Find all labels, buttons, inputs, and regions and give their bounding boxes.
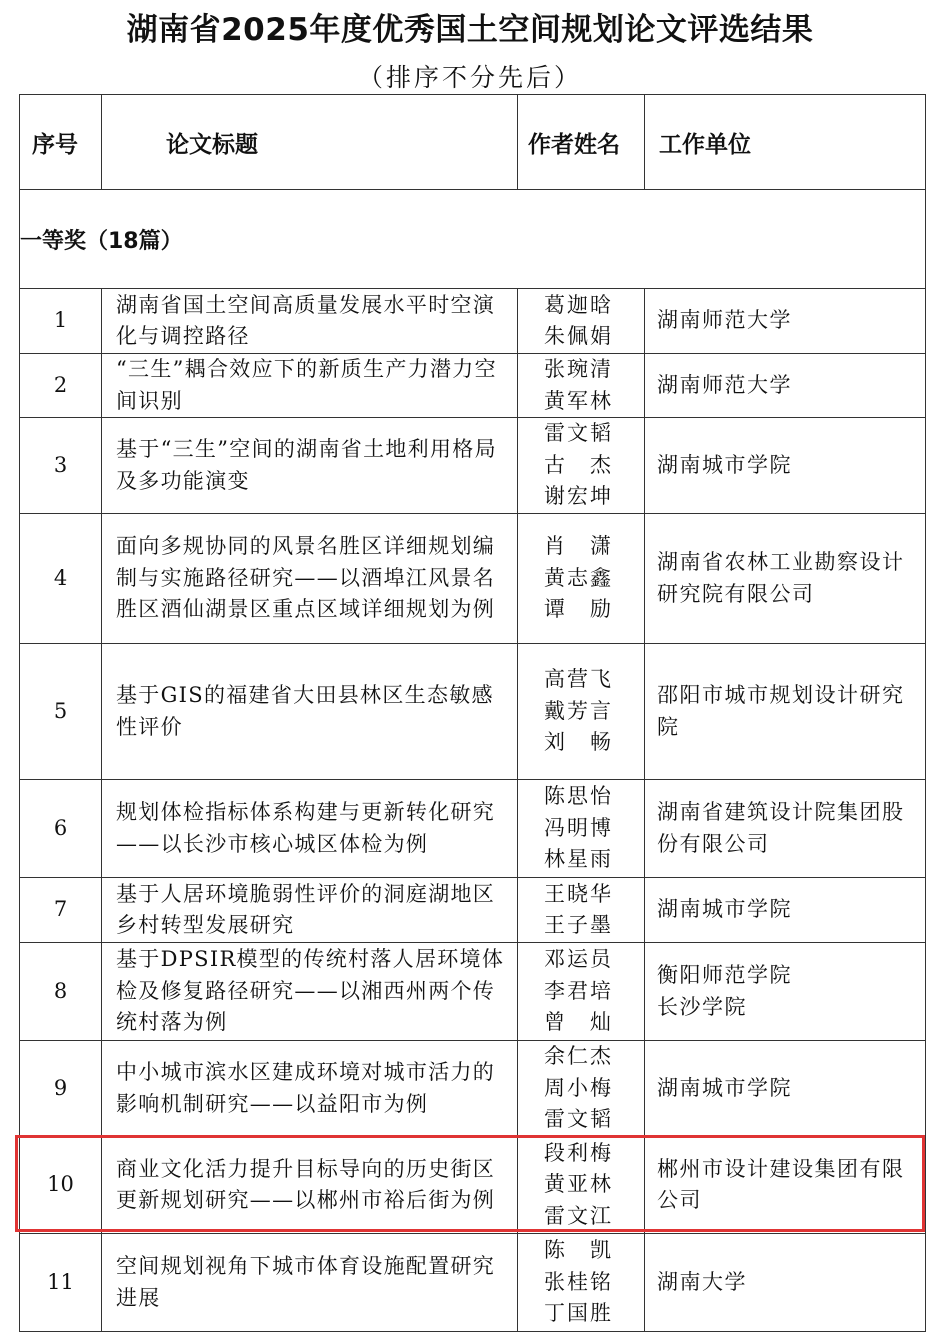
table-header-row (20, 95, 926, 190)
table-row (20, 1234, 926, 1332)
paper-title: 基于GIS的福建省大田县林区生态敏感性评价 (102, 644, 518, 780)
author-name: 段利梅 (544, 1140, 613, 1165)
table-row (20, 943, 926, 1041)
row-number: 6 (20, 780, 102, 878)
row-number: 11 (20, 1234, 102, 1332)
author-name: 葛迦晗 (544, 292, 613, 317)
author-name: 李君培 (544, 978, 613, 1003)
header-title: 论文标题 (102, 95, 518, 190)
row-number: 9 (20, 1041, 102, 1137)
author-name: 谢宏坤 (544, 484, 613, 509)
author-name: 张琬清 (544, 357, 613, 381)
author-name: 邓运员 (544, 947, 613, 972)
results-table (19, 94, 926, 1332)
paper-title: 中小城市滨水区建成环境对城市活力的影响机制研究——以益阳市为例 (102, 1041, 518, 1137)
paper-title: 面向多规协同的风景名胜区详细规划编制与实施路径研究——以酒埠江风景名胜区酒仙湖景区重点区域详细规划为例 (102, 514, 518, 644)
table-row (20, 780, 926, 878)
author-name: 朱佩娟 (544, 324, 613, 348)
table-row (20, 289, 926, 354)
author-names (518, 354, 645, 418)
row-number: 3 (20, 418, 102, 514)
work-unit: 湖南城市学院 (645, 878, 926, 943)
author-name: 林星雨 (544, 847, 613, 872)
work-unit: 湖南省建筑设计院集团股份有限公司 (645, 780, 926, 878)
row-number: 4 (20, 514, 102, 644)
author-name: 丁国胜 (544, 1301, 613, 1326)
row-number: 7 (20, 878, 102, 943)
paper-title: 基于“三生”空间的湖南省土地利用格局及多功能演变 (102, 418, 518, 514)
author-name: 黄志鑫 (544, 565, 613, 590)
section-label: 一等奖（18篇） (20, 190, 926, 289)
page-subtitle: （排序不分先后） (357, 63, 582, 92)
author-names (518, 780, 645, 878)
page-title: 湖南省2025年度优秀国土空间规划论文评选结果 (126, 12, 814, 48)
paper-title: 空间规划视角下城市体育设施配置研究进展 (102, 1234, 518, 1332)
work-unit: 湖南师范大学 (645, 354, 926, 418)
paper-title: 规划体检指标体系构建与更新转化研究——以长沙市核心城区体检为例 (102, 780, 518, 878)
paper-title: 商业文化活力提升目标导向的历史街区更新规划研究——以郴州市裕后街为例 (102, 1137, 518, 1234)
author-names (518, 418, 645, 514)
work-unit: 湖南师范大学 (645, 289, 926, 354)
author-name: 陈思怡 (544, 784, 613, 809)
table-row (20, 418, 926, 514)
work-unit: 郴州市设计建设集团有限公司 (645, 1137, 926, 1234)
author-names (518, 644, 645, 780)
author-names (518, 289, 645, 354)
work-unit: 邵阳市城市规划设计研究院 (645, 644, 926, 780)
paper-title: “三生”耦合效应下的新质生产力潜力空间识别 (102, 354, 518, 418)
author-name: 高营飞 (544, 667, 613, 692)
work-unit: 湖南省农林工业勘察设计研究院有限公司 (645, 514, 926, 644)
author-name: 黄亚林 (544, 1172, 613, 1197)
author-names (518, 1041, 645, 1137)
author-name: 余仁杰 (544, 1044, 613, 1069)
paper-title: 基于人居环境脆弱性评价的洞庭湖地区乡村转型发展研究 (102, 878, 518, 943)
work-unit: 湖南城市学院 (645, 418, 926, 514)
author-name: 王晓华 (544, 881, 613, 906)
table-row (20, 644, 926, 780)
work-unit: 湖南大学 (645, 1234, 926, 1332)
author-names (518, 1234, 645, 1332)
row-number: 5 (20, 644, 102, 780)
row-number: 10 (20, 1137, 102, 1234)
paper-title: 基于DPSIR模型的传统村落人居环境体检及修复路径研究——以湘西州两个传统村落为例 (102, 943, 518, 1041)
author-name: 刘 畅 (544, 730, 613, 755)
row-number: 1 (20, 289, 102, 354)
author-names (518, 1137, 645, 1234)
work-unit: 衡阳师范学院 长沙学院 (645, 943, 926, 1041)
table-row (20, 514, 926, 644)
section-row (20, 190, 926, 289)
author-name: 王子墨 (544, 913, 613, 937)
paper-title: 湖南省国土空间高质量发展水平时空演化与调控路径 (102, 289, 518, 354)
author-name: 雷文韬 (544, 421, 613, 446)
table-row (20, 1041, 926, 1137)
author-name: 雷文韬 (544, 1107, 613, 1132)
author-name: 曾 灿 (544, 1010, 613, 1035)
author-name: 古 杰 (544, 452, 613, 477)
header-no: 序号 (20, 95, 102, 190)
row-number: 8 (20, 943, 102, 1041)
author-name: 陈 凯 (544, 1238, 613, 1263)
header-unit: 工作单位 (645, 95, 926, 190)
author-names (518, 943, 645, 1041)
author-name: 黄军林 (544, 388, 613, 413)
author-name: 戴芳言 (544, 698, 613, 723)
author-name: 雷文江 (544, 1203, 613, 1228)
table-row (20, 354, 926, 418)
author-name: 周小梅 (544, 1075, 613, 1100)
header-author: 作者姓名 (518, 95, 645, 190)
author-names (518, 878, 645, 943)
row-number: 2 (20, 354, 102, 418)
author-name: 肖 潇 (544, 534, 613, 559)
author-name: 张桂铭 (544, 1269, 613, 1294)
author-names (518, 514, 645, 644)
table-row (20, 1137, 926, 1234)
author-name: 谭 励 (544, 597, 613, 622)
table-row (20, 878, 926, 943)
author-name: 冯明博 (544, 815, 613, 840)
work-unit: 湖南城市学院 (645, 1041, 926, 1137)
